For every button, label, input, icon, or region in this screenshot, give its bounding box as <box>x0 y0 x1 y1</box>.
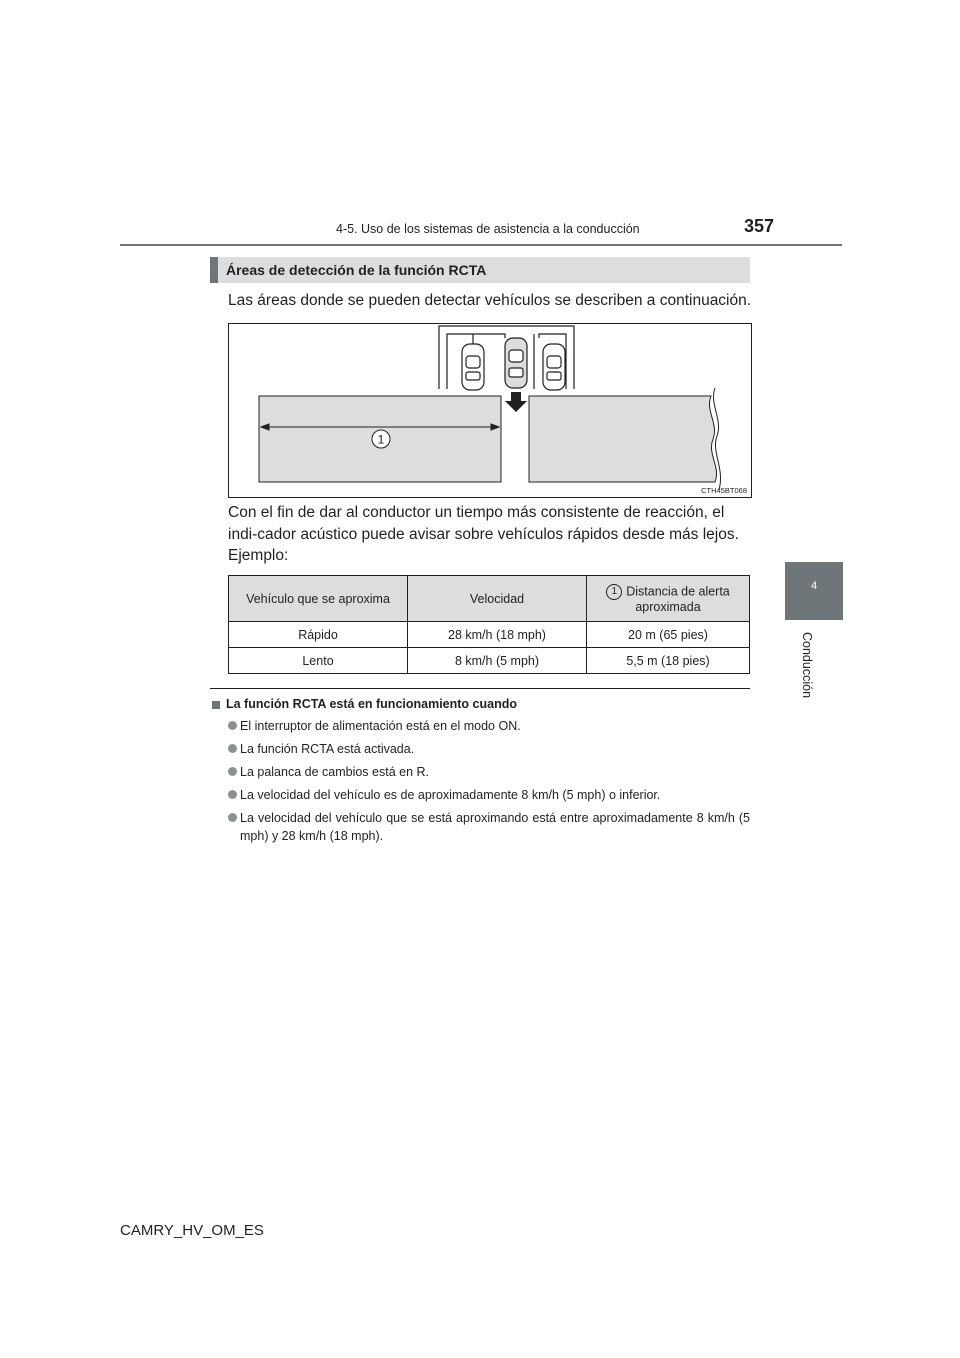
figure-code: CTH45BT068 <box>701 486 747 495</box>
header-distance-label: Distancia de alerta aproximada <box>626 583 730 614</box>
list-item <box>228 786 750 804</box>
reverse-arrow-icon <box>505 392 527 412</box>
bullet-dot-icon <box>228 721 237 730</box>
bullet-dot-icon <box>228 744 237 753</box>
table-cell: 5,5 m (18 pies) <box>587 648 750 674</box>
header-callout: 1 <box>606 584 622 600</box>
list-item-text: El interruptor de alimentación está en el modo ON. <box>240 719 521 733</box>
header-section-title: 4-5. Uso de los sistemas de asistencia a la conducción <box>336 222 640 236</box>
bullet-dot-icon <box>228 767 237 776</box>
list-item <box>228 717 750 735</box>
list-item <box>228 740 750 758</box>
rcta-detection-figure <box>228 323 752 498</box>
conditions-title <box>212 697 517 711</box>
table-cell: Lento <box>229 648 408 674</box>
consistency-paragraph: Con el fin de dar al conductor un tiempo más consistente de reacción, el indi-cador acústico puede avisar sobre vehículos rápidos desde más lejos. <box>228 504 739 543</box>
list-item-text: La palanca de cambios está en R. <box>240 765 430 779</box>
section-heading-accent <box>210 257 218 283</box>
list-item <box>228 763 750 781</box>
square-bullet-icon <box>212 701 220 709</box>
callout-number: 1 <box>377 432 385 447</box>
conditions-divider <box>210 688 750 689</box>
chapter-tab <box>785 562 843 620</box>
intro-paragraph: Las áreas donde se pueden detectar vehículos se describen a continuación. <box>228 292 752 309</box>
footer-manual-code: CAMRY_HV_OM_ES <box>120 1222 264 1239</box>
table-cell: 28 km/h (18 mph) <box>408 622 587 648</box>
example-label: Ejemplo: <box>228 547 289 564</box>
chapter-label: Conducción <box>800 632 814 699</box>
chapter-number: 4 <box>810 580 818 592</box>
list-item <box>228 809 750 845</box>
section-title: Áreas de detección de la función RCTA <box>226 262 487 278</box>
bullet-dot-icon <box>228 813 237 822</box>
header-vehicle: Vehículo que se aproxima <box>229 576 408 622</box>
alert-distance-table <box>228 575 750 674</box>
parked-car-left <box>462 344 484 390</box>
list-item-text: La velocidad del vehículo es de aproximadamente 8 km/h (5 mph) o inferior. <box>240 788 661 802</box>
header-divider <box>120 244 842 246</box>
table-cell: Rápido <box>229 622 408 648</box>
page-number: 357 <box>744 216 775 236</box>
parked-car-right <box>543 344 565 390</box>
section-heading <box>210 257 750 283</box>
header-distance <box>587 576 750 622</box>
table-row <box>229 648 750 674</box>
detection-zone-right <box>529 396 717 482</box>
table-row <box>229 622 750 648</box>
table-cell: 20 m (65 pies) <box>587 622 750 648</box>
conditions-title-text: La función RCTA está en funcionamiento cuando <box>226 697 517 711</box>
table-cell: 8 km/h (5 mph) <box>408 648 587 674</box>
bullet-dot-icon <box>228 790 237 799</box>
list-item-text: La función RCTA está activada. <box>240 742 415 756</box>
table-header-row <box>229 576 750 622</box>
header-speed: Velocidad <box>408 576 587 622</box>
detection-diagram <box>229 324 751 497</box>
reversing-car <box>505 338 527 388</box>
list-item-text: La velocidad del vehículo que se está aproximando está entre aproximadamente 8 km/h (5 mph) y 28 km/h (18 mph). <box>240 811 750 843</box>
